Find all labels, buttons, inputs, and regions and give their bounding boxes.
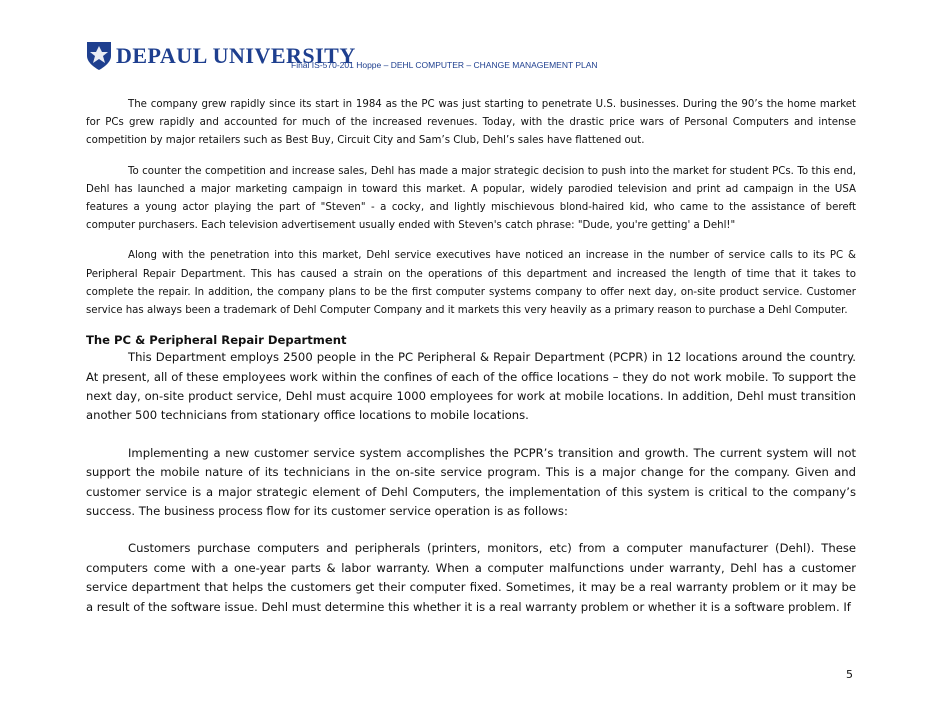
paragraph: To counter the competition and increase sales, Dehl has made a major strategic decision to push into the market for student PCs. To this end, Dehl has launched a major marketing campaign in toward this market. A popular, widely parodied television and print ad campaign in the USA features a young actor playing the part of "Steven" - a cocky, and lightly mischievous blond-haired kid, who came to the assistance of bereft computer purchasers. Each television advertisement usually ended with Steven's catch phrase: "Dude, you're getting' a Dehl!": [86, 165, 856, 232]
paragraph: This Department employs 2500 people in the PC Peripheral & Repair Department (PCPR) in 12 locations around the country. At present, all of these employees work within the confines of each of the office locations – they do not work mobile. To support the next day, on-site product service, Dehl must acquire 1000 employees for work at mobile locations. In addition, Dehl must transition another 500 technicians from stationary office locations to mobile locations.: [86, 350, 856, 423]
depaul-shield-icon: [86, 41, 112, 71]
paragraph: The company grew rapidly since its start in 1984 as the PC was just starting to penetrate U.S. businesses. During the 90’s the home market for PCs grew rapidly and accounted for much of the increased revenues. Today, with the drastic price wars of Personal Computers and intense competition by major retailers such as Best Buy, Circuit City and Sam’s Club, Dehl’s sales have flattened out.: [86, 99, 856, 147]
logo-wordmark: DEPAUL UNIVERSITY: [116, 43, 356, 68]
paragraph: Implementing a new customer service system accomplishes the PCPR’s transition and growth. The current system will not support the mobile nature of its technicians in the on-site service program. This is a major change for the company. Given and customer service is a major strategic element of Dehl Computers, the implementation of this system is critical to the company’s success. The business process flow for its customer service operation is as follows:: [86, 445, 856, 519]
paragraph: Along with the penetration into this market, Dehl service executives have noticed an increase in the number of service calls to its PC & Peripheral Repair Department. This has caused a strain on the operations of this department and increased the length of time that it takes to complete the repair. In addition, the company plans to be the first computer systems company to offer next day, on-site product service. Customer service has always been a trademark of Dehl Computer Company and it markets this very heavily as a primary reason to purchase a Dehl Computer.: [86, 250, 856, 317]
paragraph: Customers purchase computers and peripherals (printers, monitors, etc) from a computer manufacturer (Dehl). These computers come with a one-year parts & labor warranty. When a computer malfunctions under warranty, Dehl has a customer service department that helps the customers get their computer fixed. Sometimes, it may be a real warranty problem or it may be a result of the software issue. Dehl must determine this whether it is a real warranty problem or whether it is a software problem. If: [86, 541, 856, 614]
section-heading: The PC & Peripheral Repair Department: [86, 333, 347, 348]
page-number: 5: [846, 668, 853, 681]
page-header: [86, 38, 866, 78]
document-title: Final IS-570-201 Hoppe – DEHL COMPUTER – CHANGE MANAGEMENT PLAN: [291, 60, 598, 70]
document-body: [86, 96, 856, 635]
